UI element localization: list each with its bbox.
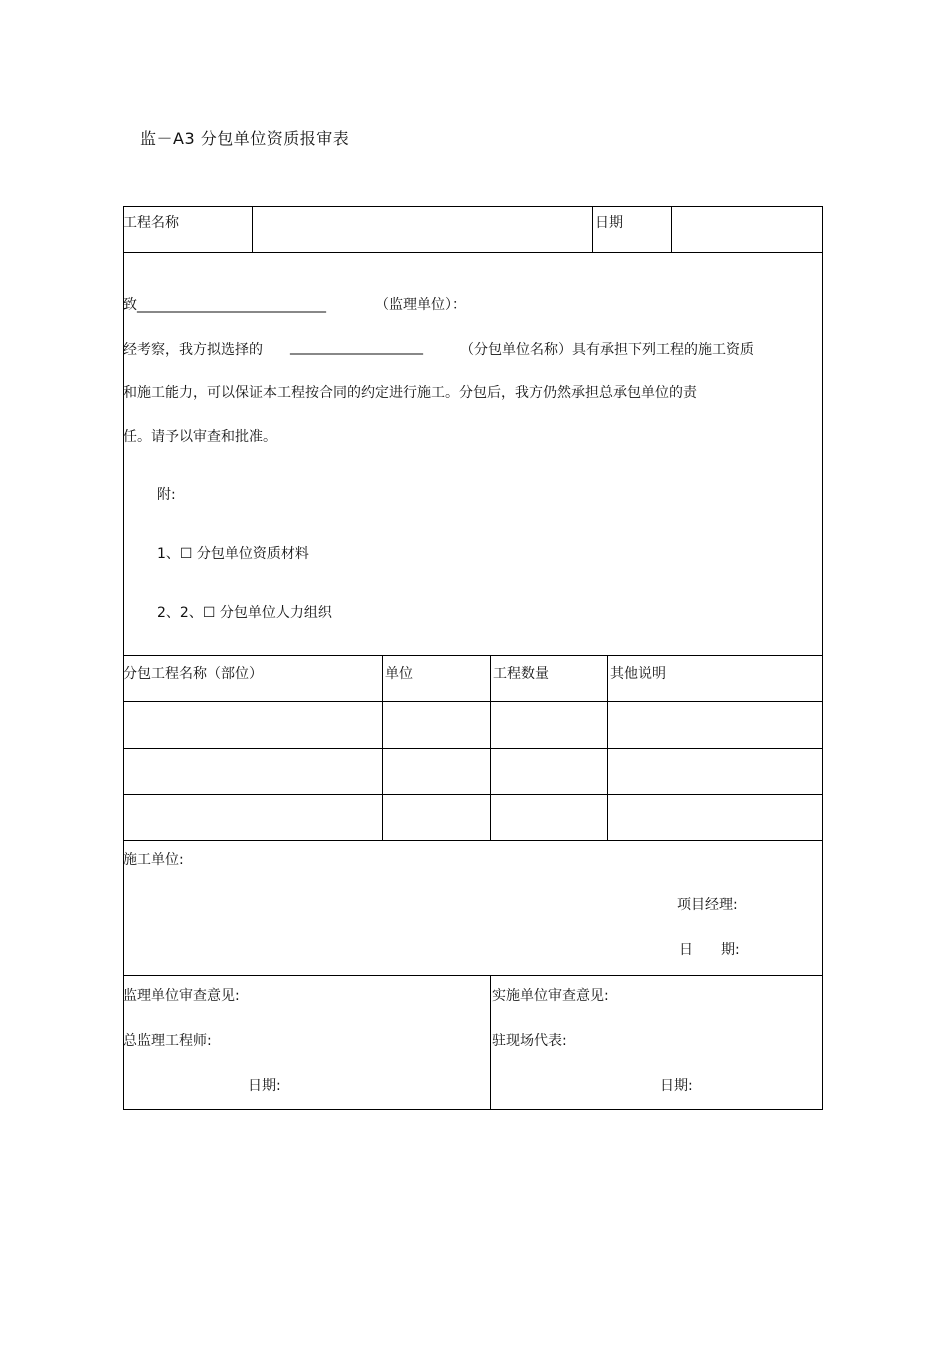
implementer-date-label: 日期: <box>660 1078 693 1094</box>
to-blank[interactable]: ___________________________ <box>137 297 326 313</box>
line1-blank[interactable]: ___________________ <box>290 339 423 355</box>
implementer-opinion-label: 实施单位审查意见: <box>492 988 609 1004</box>
to-prefix: 致 <box>123 297 137 313</box>
date-field[interactable] <box>672 207 821 251</box>
project-name-label: 工程名称 <box>123 215 179 231</box>
table-row[interactable] <box>124 702 822 747</box>
to-line <box>123 294 326 314</box>
project-name-field[interactable] <box>253 207 591 251</box>
attachment-2[interactable]: 2、2、☐ 分包单位人力组织 <box>157 605 332 621</box>
contractor-date-label: 日 期: <box>679 942 740 958</box>
body-line3: 任。请予以审查和批准。 <box>123 429 277 445</box>
form-title: 监－A3 分包单位资质报审表 <box>140 129 350 148</box>
supervisor-opinion-label: 监理单位审查意见: <box>123 988 240 1004</box>
supervisor-date-label: 日期: <box>248 1078 281 1094</box>
col-header-quantity: 工程数量 <box>493 666 549 682</box>
line1-prefix: 经考察，我方拟选择的 <box>123 342 263 358</box>
table-row[interactable] <box>124 795 822 839</box>
col-header-name: 分包工程名称（部位） <box>123 666 263 682</box>
table-row[interactable] <box>124 749 822 793</box>
chief-engineer-label: 总监理工程师: <box>123 1033 212 1049</box>
site-rep-label: 驻现场代表: <box>492 1033 567 1049</box>
col-header-notes: 其他说明 <box>610 666 666 682</box>
attachment-label: 附: <box>157 487 176 503</box>
body-line2: 和施工能力，可以保证本工程按合同的约定进行施工。分包后，我方仍然承担总承包单位的责 <box>123 385 697 401</box>
date-label: 日期 <box>595 215 623 231</box>
line1-suffix: （分包单位名称）具有承担下列工程的施工资质 <box>460 342 754 358</box>
attachment-1[interactable]: 1、☐ 分包单位资质材料 <box>157 546 309 562</box>
project-manager-label: 项目经理: <box>677 897 738 913</box>
contractor-label: 施工单位: <box>123 852 184 868</box>
to-suffix: （监理单位）： <box>375 297 466 313</box>
col-header-unit: 单位 <box>385 666 413 682</box>
